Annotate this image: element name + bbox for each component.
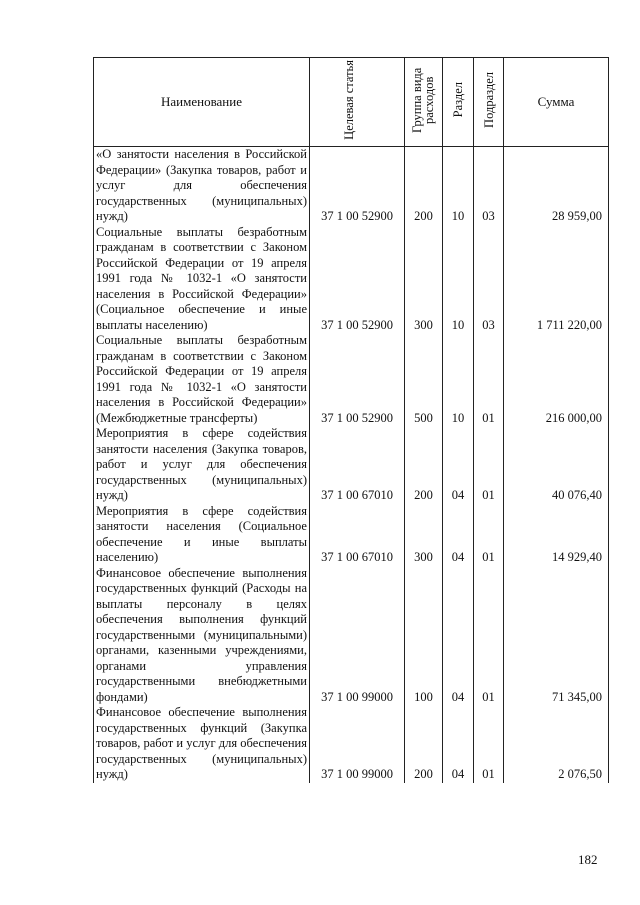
row-amount: 2 076,50 [504, 705, 609, 783]
row-expense-group: 100 [405, 566, 443, 706]
row-section: 04 [443, 705, 474, 783]
table-row [94, 333, 609, 426]
row-name: Финансовое обеспечение выполнения государственных функций (Расходы на выплаты персоналу в целях обеспечения выполнения функций государственными (муниципальными) органами, казенными учреждениями, органами управления государственными внебюджетными фондами) [94, 566, 310, 706]
table-row [94, 225, 609, 334]
row-target-article: 37 1 00 52900 [310, 225, 405, 334]
row-name: Финансовое обеспечение выполнения государственных функций (Закупка товаров, работ и услуг для обеспечения государственных (муниципальных) нужд) [94, 705, 310, 783]
row-section: 04 [443, 426, 474, 504]
row-subsection: 03 [474, 225, 504, 334]
row-section: 10 [443, 225, 474, 334]
table-row [94, 147, 609, 225]
table-header-row [94, 58, 609, 147]
row-target-article: 37 1 00 52900 [310, 147, 405, 225]
table-row [94, 504, 609, 566]
row-expense-group: 500 [405, 333, 443, 426]
row-target-article: 37 1 00 99000 [310, 566, 405, 706]
row-section: 04 [443, 566, 474, 706]
row-target-article: 37 1 00 67010 [310, 426, 405, 504]
row-amount: 40 076,40 [504, 426, 609, 504]
row-amount: 1 711 220,00 [504, 225, 609, 334]
row-subsection: 01 [474, 333, 504, 426]
header-subsection: Подраздел [474, 58, 504, 147]
row-subsection: 01 [474, 566, 504, 706]
row-amount: 14 929,40 [504, 504, 609, 566]
row-target-article: 37 1 00 67010 [310, 504, 405, 566]
table-row [94, 426, 609, 504]
header-target-article: Целевая статья [310, 58, 405, 147]
page-number: 182 [578, 852, 598, 867]
row-name: Мероприятия в сфере содействия занятости населения (Социальное обеспечение и иные выплаты населению) [94, 504, 310, 566]
row-subsection: 03 [474, 147, 504, 225]
table-row [94, 566, 609, 706]
row-section: 10 [443, 333, 474, 426]
row-name: Мероприятия в сфере содействия занятости населения (Закупка товаров, работ и услуг для обеспечения государственных (муниципальных) нужд) [94, 426, 310, 504]
row-section: 04 [443, 504, 474, 566]
header-section: Раздел [443, 58, 474, 147]
header-amount: Сумма [504, 58, 609, 147]
row-target-article: 37 1 00 52900 [310, 333, 405, 426]
header-name: Наименование [94, 58, 310, 147]
row-expense-group: 200 [405, 147, 443, 225]
row-target-article: 37 1 00 99000 [310, 705, 405, 783]
row-subsection: 01 [474, 705, 504, 783]
row-name: «О занятости населения в Российской Федерации» (Закупка товаров, работ и услуг для обеспечения государственных (муниципальных) нужд) [94, 147, 310, 225]
budget-table [93, 57, 609, 783]
row-name: Социальные выплаты безработным гражданам в соответствии с Законом Российской Федерации от 19 апреля 1991 года № 1032-1 «О занятости населения в Российской Федерации» (Социальное обеспечение и иные выплаты населению) [94, 225, 310, 334]
table-body [94, 147, 609, 783]
row-subsection: 01 [474, 426, 504, 504]
row-expense-group: 200 [405, 426, 443, 504]
header-expense-group: Группа вида расходов [405, 58, 443, 147]
row-amount: 71 345,00 [504, 566, 609, 706]
row-expense-group: 200 [405, 705, 443, 783]
table-row [94, 705, 609, 783]
row-section: 10 [443, 147, 474, 225]
row-expense-group: 300 [405, 504, 443, 566]
row-amount: 28 959,00 [504, 147, 609, 225]
row-amount: 216 000,00 [504, 333, 609, 426]
row-name: Социальные выплаты безработным гражданам в соответствии с Законом Российской Федерации от 19 апреля 1991 года № 1032-1 «О занятости населения в Российской Федерации» (Межбюджетные трансферты) [94, 333, 310, 426]
row-expense-group: 300 [405, 225, 443, 334]
row-subsection: 01 [474, 504, 504, 566]
